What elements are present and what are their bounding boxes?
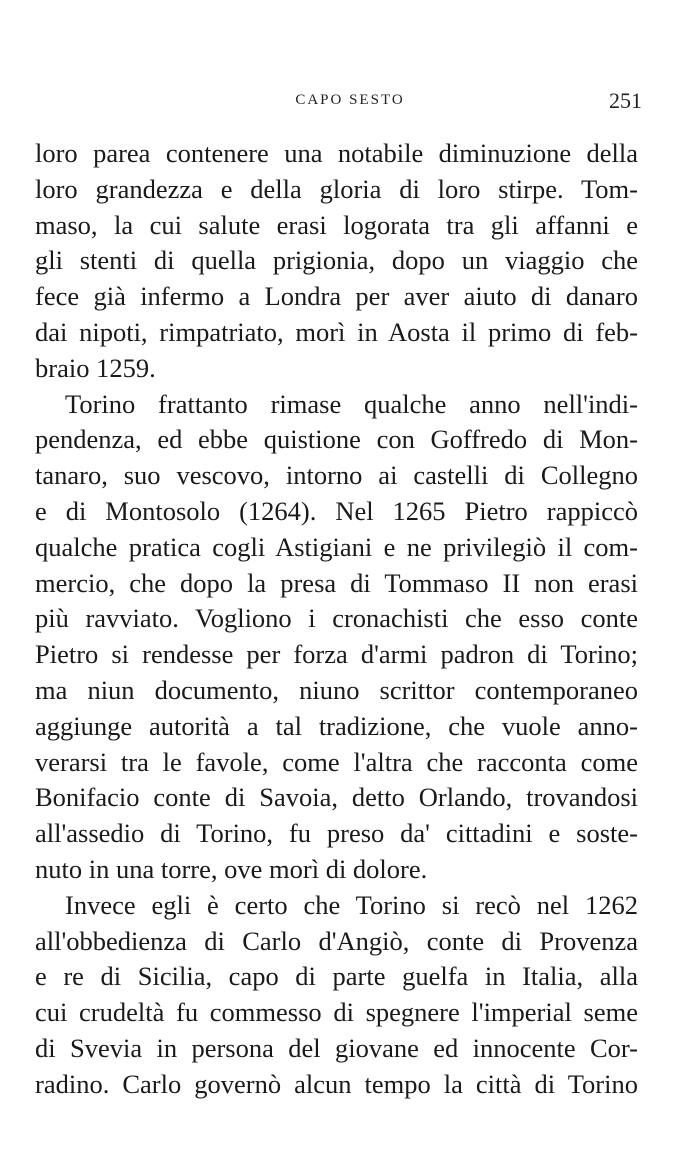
text-line: qualche pratica cogli Astigiani e ne privilegiò il com- [35,531,638,562]
text-line: all'obbedienza di Carlo d'Angiò, conte di Provenza [35,925,638,956]
text-line: pendenza, ed ebbe quistione con Goffredo di Mon- [35,424,638,455]
text-line: cui crudeltà fu commesso di spegnere l'imperial seme [35,997,638,1028]
text-line: verarsi tra le favole, come l'altra che racconta come [35,746,638,777]
text-line: ma niun documento, niuno scrittor contemporaneo [35,674,638,705]
paragraph-3 [35,888,638,1103]
text-line: radino. Carlo governò alcun tempo la città di Torino [35,1068,638,1099]
text-line: fece già infermo a Londra per aver aiuto di danaro [35,281,638,312]
page-number: 251 [609,88,642,113]
text-line: aggiunge autorità a tal tradizione, che vuole anno- [35,710,638,741]
chapter-title: CAPO SESTO [295,92,405,108]
body-text [35,136,638,1103]
text-line: Bonifacio conte di Savoia, detto Orlando, trovandosi [35,782,638,813]
text-line: tanaro, suo vescovo, intorno ai castelli di Collegno [35,460,638,491]
text-line: nuto in una torre, ove morì di dolore. [35,853,428,884]
text-line: maso, la cui salute erasi logorata tra gli affanni e [35,209,638,240]
text-line: Invece egli è certo che Torino si recò nel 1262 [65,889,638,920]
text-line: Torino frattanto rimase qualche anno nell'indi- [65,388,638,419]
text-line: di Svevia in persona del giovane ed innocente Cor- [35,1032,638,1063]
paragraph-1 [35,136,638,387]
text-line: e di Montosolo (1264). Nel 1265 Pietro rappiccò [35,495,638,526]
text-line: dai nipoti, rimpatriato, morì in Aosta il primo di feb- [35,316,638,347]
text-line: più ravviato. Vogliono i cronachisti che esso conte [35,603,638,634]
text-line: mercio, che dopo la presa di Tommaso II non erasi [35,567,638,598]
text-line: loro parea contenere una notabile diminuzione della [35,138,638,168]
text-line: gli stenti di quella prigionia, dopo un viaggio che [35,245,638,276]
text-line: braio 1259. [35,352,156,383]
text-line: e re di Sicilia, capo di parte guelfa in Italia, alla [35,961,638,992]
running-head [0,88,700,118]
text-line: loro grandezza e della gloria di loro stirpe. Tom- [35,173,638,204]
text-line: Pietro si rendesse per forza d'armi padron di Torino; [35,639,638,670]
paragraph-2 [35,387,638,888]
text-line: all'assedio di Torino, fu preso da' cittadini e soste- [35,818,638,849]
